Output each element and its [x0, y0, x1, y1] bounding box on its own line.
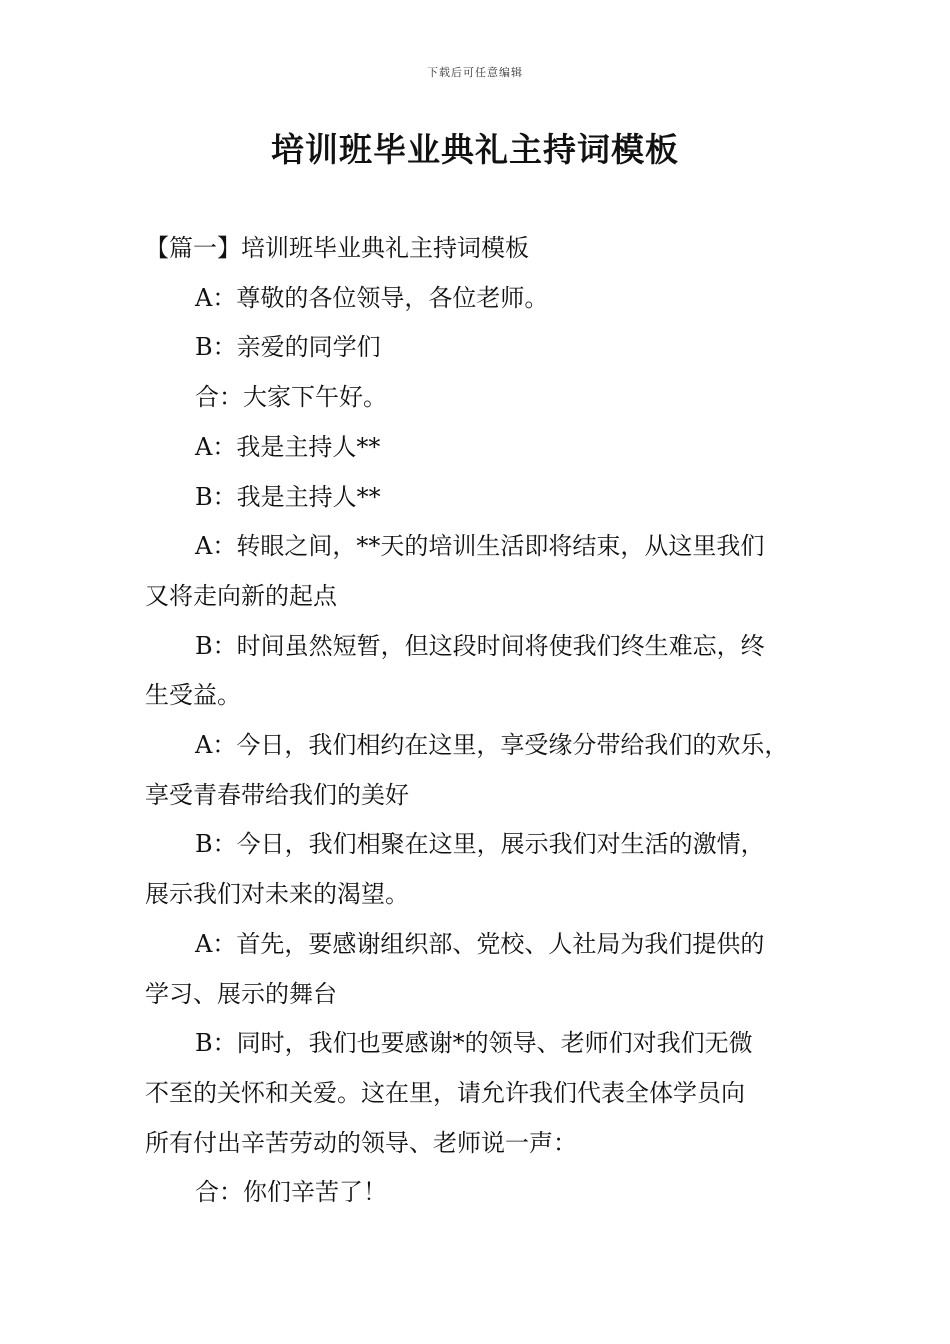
dialogue-line: A：转眼之间，**天的培训生活即将结束，从这里我们: [195, 532, 765, 561]
dialogue-line: B：我是主持人**: [195, 482, 381, 511]
dialogue-line: A：首先，要感谢组织部、党校、人社局为我们提供的: [195, 929, 765, 958]
dialogue-line: B：同时，我们也要感谢*的领导、老师们对我们无微: [195, 1029, 753, 1058]
dialogue-line-continued: 所有付出辛苦劳动的领导、老师说一声：: [145, 1128, 577, 1157]
dialogue-line: B：时间虽然短暂，但这段时间将使我们终生难忘，终: [195, 631, 765, 660]
document-title: 培训班毕业典礼主持词模板: [271, 130, 679, 169]
dialogue-line: A：我是主持人**: [195, 432, 381, 461]
section-heading: 【篇一】培训班毕业典礼主持词模板: [145, 234, 529, 262]
document-body: [145, 224, 817, 1218]
dialogue-line-continued: 不至的关怀和关爱。这在里，请允许我们代表全体学员向: [145, 1078, 745, 1107]
dialogue-line: A：尊敬的各位领导，各位老师。: [195, 283, 549, 312]
dialogue-line-continued: 又将走向新的起点: [145, 581, 337, 610]
dialogue-line-continued: 享受青春带给我们的美好: [145, 780, 409, 809]
dialogue-line: B：亲爱的同学们: [195, 333, 381, 362]
dialogue-line: A：今日，我们相约在这里，享受缘分带给我们的欢乐，: [195, 731, 789, 760]
dialogue-line: 合：你们辛苦了！: [195, 1178, 387, 1207]
dialogue-line-continued: 展示我们对未来的渴望。: [145, 880, 409, 909]
page-header-note: 下载后可任意编辑: [427, 66, 523, 79]
dialogue-line: B：今日，我们相聚在这里，展示我们对生活的激情，: [195, 830, 765, 859]
dialogue-line-continued: 生受益。: [145, 681, 241, 710]
dialogue-line: 合：大家下午好。: [195, 383, 387, 412]
dialogue-line-continued: 学习、展示的舞台: [145, 979, 337, 1008]
